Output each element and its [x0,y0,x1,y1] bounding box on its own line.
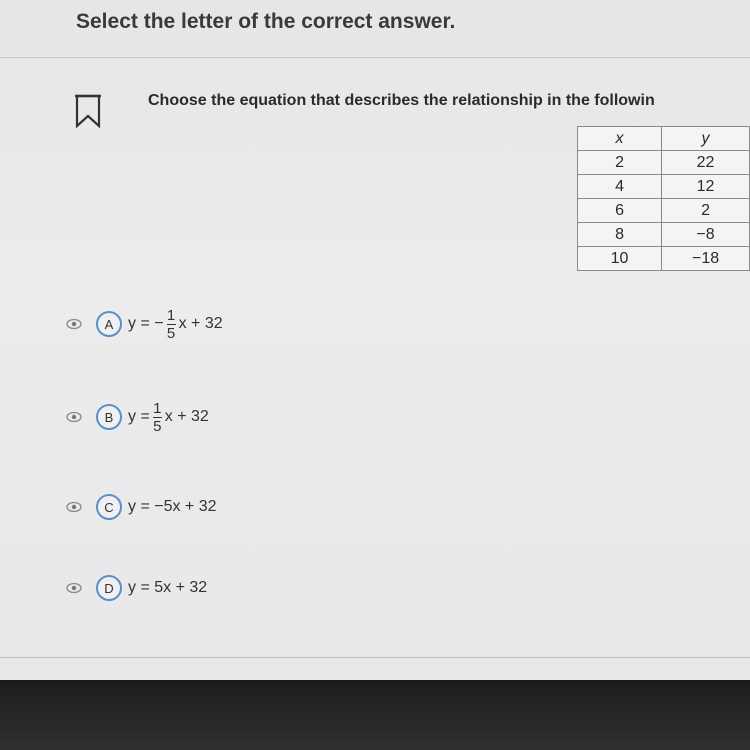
table-header-y: y [662,127,750,151]
footer-divider [0,657,750,658]
table-cell-y: 2 [662,199,750,223]
choice-letter[interactable]: B [96,404,122,430]
table-cell-y: −8 [662,223,750,247]
eye-icon[interactable] [66,318,82,330]
equation-suffix: x + 32 [164,408,209,425]
equation-prefix: y = − [128,315,164,332]
question-text: Choose the equation that describes the relationship in the followin [148,92,655,109]
fraction [167,308,176,341]
eye-icon[interactable] [66,411,82,423]
table-cell-x: 2 [578,151,662,175]
choice-equation: y = −5x + 32 [128,498,217,515]
eye-icon[interactable] [66,582,82,594]
equation-suffix: x + 32 [178,315,223,332]
choice-b[interactable] [66,399,209,435]
choice-d[interactable] [66,573,207,603]
instruction-heading: Select the letter of the correct answer. [76,10,456,33]
table-cell-y: −18 [662,247,750,271]
monitor-bezel [0,680,750,750]
fraction-denominator: 5 [153,417,162,435]
choice-equation [128,308,223,341]
table-header-row [578,127,750,151]
choice-c[interactable] [66,492,217,522]
choice-letter[interactable]: C [96,494,122,520]
table-row [578,247,750,271]
equation-prefix: y = [128,408,150,425]
bookmark-icon[interactable] [74,93,102,129]
table-cell-x: 4 [578,175,662,199]
choice-letter[interactable]: D [96,575,122,601]
fraction [153,401,162,434]
table-header-x: x [578,127,662,151]
fraction-numerator: 1 [153,399,162,417]
eye-icon[interactable] [66,501,82,513]
xy-table [577,126,750,271]
table-cell-x: 10 [578,247,662,271]
table-cell-y: 22 [662,151,750,175]
table-cell-x: 8 [578,223,662,247]
table-cell-x: 6 [578,199,662,223]
fraction-denominator: 5 [166,324,176,342]
table-cell-y: 12 [662,175,750,199]
table-row [578,199,750,223]
table-row [578,151,750,175]
choice-equation: y = 5x + 32 [128,579,208,596]
table-row [578,223,750,247]
choice-equation [128,401,209,434]
fraction-numerator: 1 [166,306,176,324]
header-divider [0,57,750,58]
table-row [578,175,750,199]
choice-a[interactable] [66,306,223,342]
choice-letter[interactable]: A [96,311,122,337]
